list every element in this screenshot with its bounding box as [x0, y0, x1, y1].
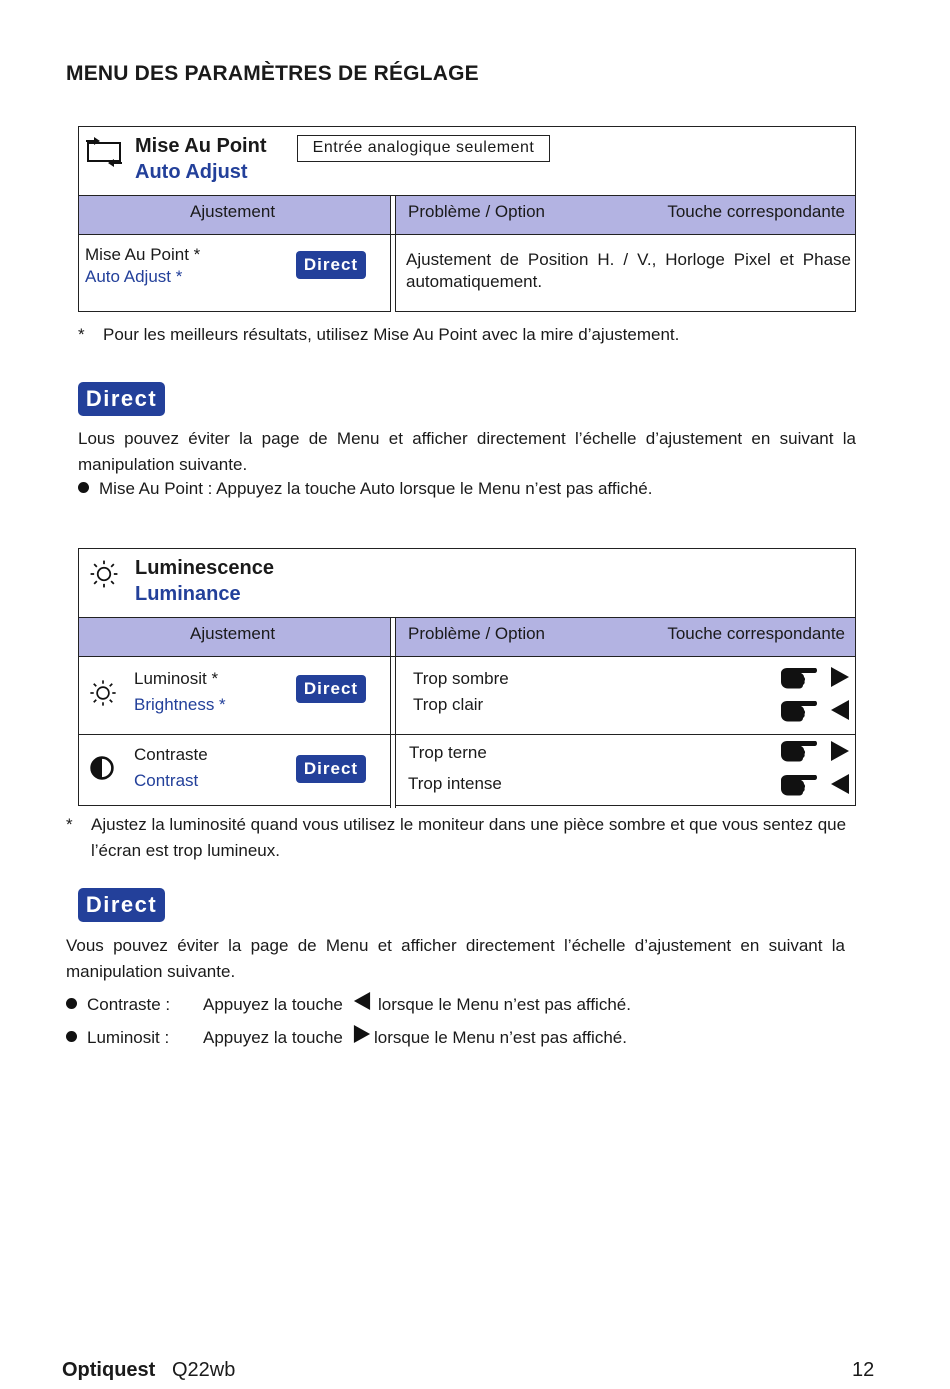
bullet-text-after: lorsque le Menu n’est pas affiché. [378, 995, 631, 1014]
auto-adjust-row [79, 235, 855, 312]
row-label-fr: Contraste [134, 745, 208, 764]
contrast-row [79, 735, 855, 808]
direct-bullet [78, 476, 652, 502]
footnote-mark: * [78, 325, 85, 344]
sun-icon [87, 677, 119, 709]
direct-heading-badge: Direct [78, 382, 165, 416]
bullet-label: Luminosit : [87, 1028, 170, 1047]
page-title: MENU DES PARAMÈTRES DE RÉGLAGE [66, 62, 479, 85]
pointing-hand-icon [779, 738, 817, 764]
pointing-hand-icon [779, 665, 817, 691]
bullet-dot [66, 1031, 77, 1042]
direct-badge: Direct [296, 755, 366, 783]
column-header-key: Touche correspondante [667, 202, 845, 221]
sun-icon [87, 557, 121, 591]
footer-model: Q22wb [172, 1359, 236, 1381]
page-number: 12 [852, 1359, 875, 1381]
left-arrow-icon [353, 992, 371, 1010]
section-title-en: Auto Adjust [135, 161, 248, 183]
section-title-en: Luminance [135, 583, 241, 605]
column-header-row [79, 618, 855, 657]
footnote-luminance: Ajustez la luminosité quand vous utilisez le moniteur dans une pièce sombre et que vous sentez que l’écran est trop lumineux. [91, 815, 847, 860]
column-header-problem: Problème / Option [408, 624, 546, 643]
column-header-problem: Problème / Option [408, 202, 546, 221]
bullet-text-before: Appuyez la touche [203, 995, 343, 1014]
direct-heading-badge: Direct [78, 888, 165, 922]
half-circle-icon [89, 755, 115, 781]
column-separator [390, 618, 396, 656]
direct-bullet-brightness [66, 1025, 866, 1051]
column-header-row [79, 196, 855, 235]
row-label-en: Auto Adjust * [85, 267, 183, 286]
auto-adjust-table [78, 126, 856, 312]
bullet-label: Contraste : [87, 995, 171, 1014]
right-arrow-icon [830, 667, 850, 687]
footnote-mark: * [66, 815, 73, 834]
pointing-hand-icon [779, 698, 817, 724]
column-header-adjust: Ajustement [190, 202, 276, 221]
bullet-dot [78, 482, 89, 493]
row-label-en: Brightness * [134, 695, 226, 714]
bullet-text-after: lorsque le Menu n’est pas affiché. [374, 1028, 627, 1047]
luminance-header [79, 549, 855, 618]
brightness-row [79, 657, 855, 735]
right-arrow-icon [353, 1025, 371, 1043]
row-label-fr: Luminosit * [134, 669, 219, 688]
option-text: Trop terne [409, 743, 487, 762]
auto-adjust-header [79, 127, 855, 196]
column-separator [390, 735, 396, 808]
column-header-adjust: Ajustement [190, 624, 276, 643]
section-title-fr: Luminescence [135, 557, 274, 579]
column-header-key: Touche correspondante [667, 624, 845, 643]
row-label-en: Contrast [134, 771, 199, 790]
direct-paragraph: Vous pouvez éviter la page de Menu et afficher directement l’échelle d’ajustement en suivant la manipulation suivante. [66, 936, 845, 981]
section-title-fr: Mise Au Point [135, 135, 267, 157]
bullet-dot [66, 998, 77, 1009]
direct-badge: Direct [296, 675, 366, 703]
row-description: Ajustement de Position H. / V., Horloge Pixel et Phase automatiquement. [406, 250, 851, 291]
option-text: Trop sombre [413, 669, 509, 688]
bullet-text-before: Appuyez la touche [203, 1028, 343, 1047]
direct-paragraph: Lous pouvez éviter la page de Menu et afficher directement l’échelle d’ajustement en suivant la manipulation suivante. [78, 429, 856, 474]
left-arrow-icon [830, 774, 850, 794]
analog-only-note: Entrée analogique seulement [297, 135, 550, 162]
left-arrow-icon [830, 700, 850, 720]
auto-adjust-icon [85, 137, 123, 167]
column-separator [390, 196, 396, 234]
footer-brand: Optiquest [62, 1359, 156, 1381]
pointing-hand-icon [779, 772, 817, 798]
direct-badge: Direct [296, 251, 366, 279]
right-arrow-icon [830, 741, 850, 761]
column-separator [390, 657, 396, 734]
footnote-auto-adjust: Pour les meilleurs résultats, utilisez Mise Au Point avec la mire d’ajustement. [103, 325, 680, 344]
luminance-table [78, 548, 856, 806]
option-text: Trop clair [413, 695, 484, 714]
direct-bullet-contrast [66, 992, 866, 1018]
row-label-fr: Mise Au Point * [85, 245, 201, 264]
bullet-text: Mise Au Point : Appuyez la touche Auto lorsque le Menu n’est pas affiché. [99, 479, 653, 498]
column-separator [390, 235, 396, 312]
option-text: Trop intense [408, 774, 502, 793]
